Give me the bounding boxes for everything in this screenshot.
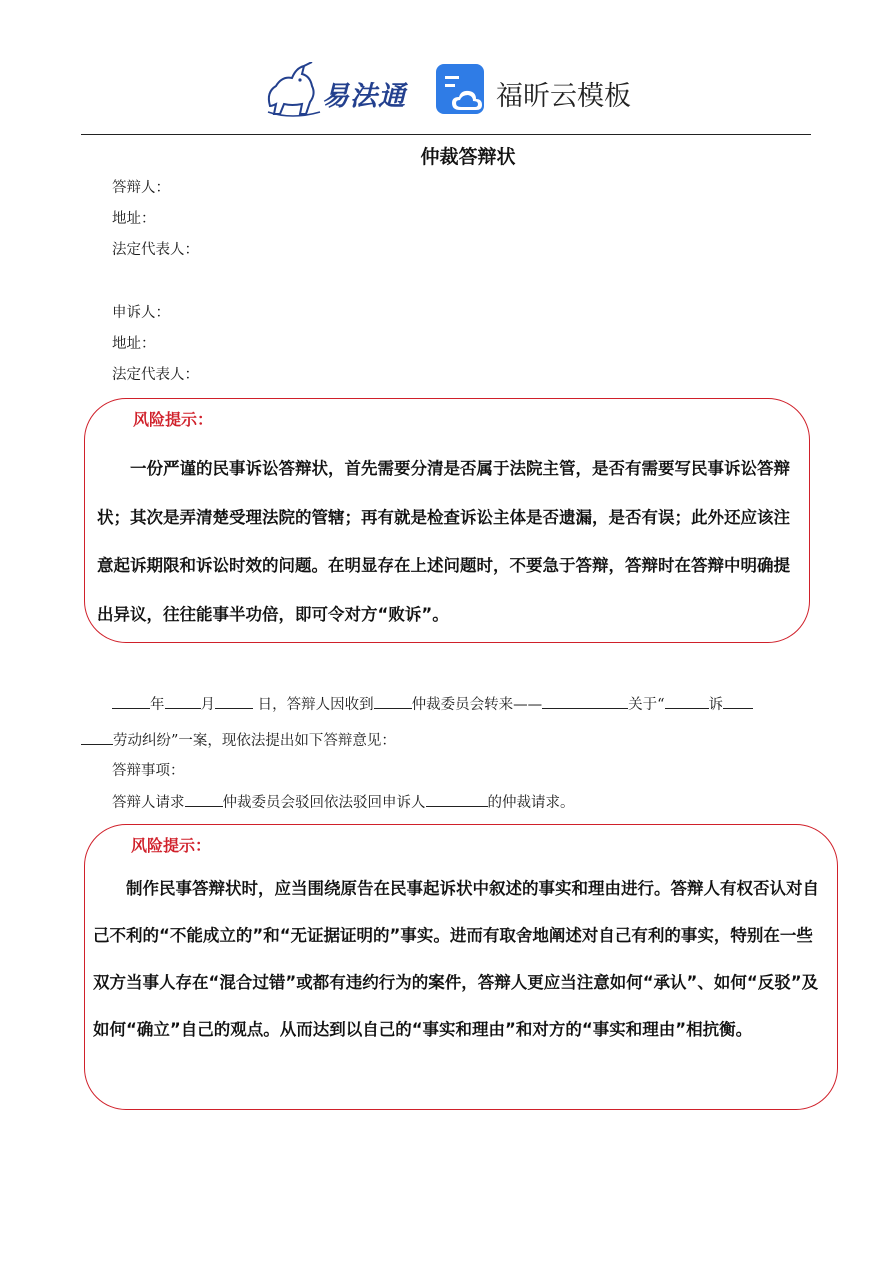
year-blank[interactable] — [112, 694, 150, 709]
claimant-label: 申诉人： — [112, 305, 170, 321]
month-blank[interactable] — [165, 694, 201, 709]
defense-items-label: 答辩事项： — [112, 763, 185, 779]
request-suffix: 的仲裁请求。 — [487, 795, 575, 811]
risk-note-body: 一份严谨的民事诉讼答辩状，首先需要分清是否属于法院主管，是否有需要写民事诉讼答辩状；其次是弄清楚受理法院的管辖；再有就是检查诉讼主体是否遗漏，是否有误；此外还应该注意起诉期限和诉讼时效的问题。在明显存在上述问题时，不要急于答辩，答辩时在答辩中明确提出异议，往往能事半功倍，即可令对方“败诉”。 — [97, 459, 790, 624]
document-cloud-icon — [436, 64, 488, 116]
yifatong-brand-text: 易法通 — [322, 81, 406, 112]
case-party-blank[interactable] — [542, 694, 628, 709]
sue-label: 诉 — [708, 697, 724, 713]
month-label: 月 — [200, 697, 215, 713]
dispute-text: 劳动纠纷”一案，现依法提出如下答辩意见： — [113, 733, 396, 749]
respondent-representative-label: 法定代表人： — [112, 242, 199, 258]
arbitration-paragraph-line2 — [81, 730, 396, 751]
claimant-address-label: 地址： — [112, 336, 156, 352]
committee-blank[interactable] — [374, 694, 412, 709]
day-blank[interactable] — [215, 694, 253, 709]
risk-note-title: 风险提示： — [131, 836, 212, 855]
respondent-address-label: 地址： — [112, 211, 156, 227]
header-logos — [262, 60, 642, 120]
committee-label: 仲裁委员会转来—— — [411, 697, 543, 713]
defendant-blank[interactable] — [723, 694, 753, 709]
risk-note-box-2 — [84, 824, 838, 1110]
risk-note-body: 制作民事答辩状时，应当围绕原告在民事起诉状中叙述的事实和理由进行。答辩人有权否认对自己不利的“不能成立的”和“无证据证明的”事实。进而有取舍地阐述对自己有利的事实，特别在一些双方当事人存在“混合过错”或都有违约行为的案件，答辩人更应当注意如何“承认”、如何“反驳”及如何“确立”自己的观点。从而达到以自己的“事实和理由”和对方的“事实和理由”相抗衡。 — [93, 879, 819, 1039]
about-label: 关于“ — [628, 697, 665, 713]
header-divider — [81, 134, 811, 135]
year-label: 年 — [150, 697, 165, 713]
claimant-representative-label: 法定代表人： — [112, 367, 199, 383]
defense-request-line — [112, 792, 575, 813]
fuxin-logo — [436, 64, 646, 118]
document-title: 仲裁答辩状 — [420, 146, 516, 168]
yifatong-logo — [262, 62, 412, 118]
respondent-label: 答辩人： — [112, 180, 170, 196]
day-label: 日，答辩人因收到 — [257, 697, 374, 713]
risk-note-title: 风险提示： — [133, 410, 214, 429]
fuxin-brand-text: 福昕云模板 — [496, 81, 631, 112]
defendant-blank-continued[interactable] — [81, 730, 113, 745]
request-prefix: 答辩人请求 — [112, 795, 185, 811]
unicorn-emblem-icon — [262, 62, 324, 118]
request-middle: 仲裁委员会驳回依法驳回申诉人 — [222, 795, 426, 811]
risk-note-box-1 — [84, 398, 810, 643]
arbitration-paragraph-line1 — [112, 694, 753, 715]
plaintiff-blank[interactable] — [665, 694, 709, 709]
request-committee-blank[interactable] — [185, 792, 223, 807]
request-claimant-blank[interactable] — [426, 792, 488, 807]
